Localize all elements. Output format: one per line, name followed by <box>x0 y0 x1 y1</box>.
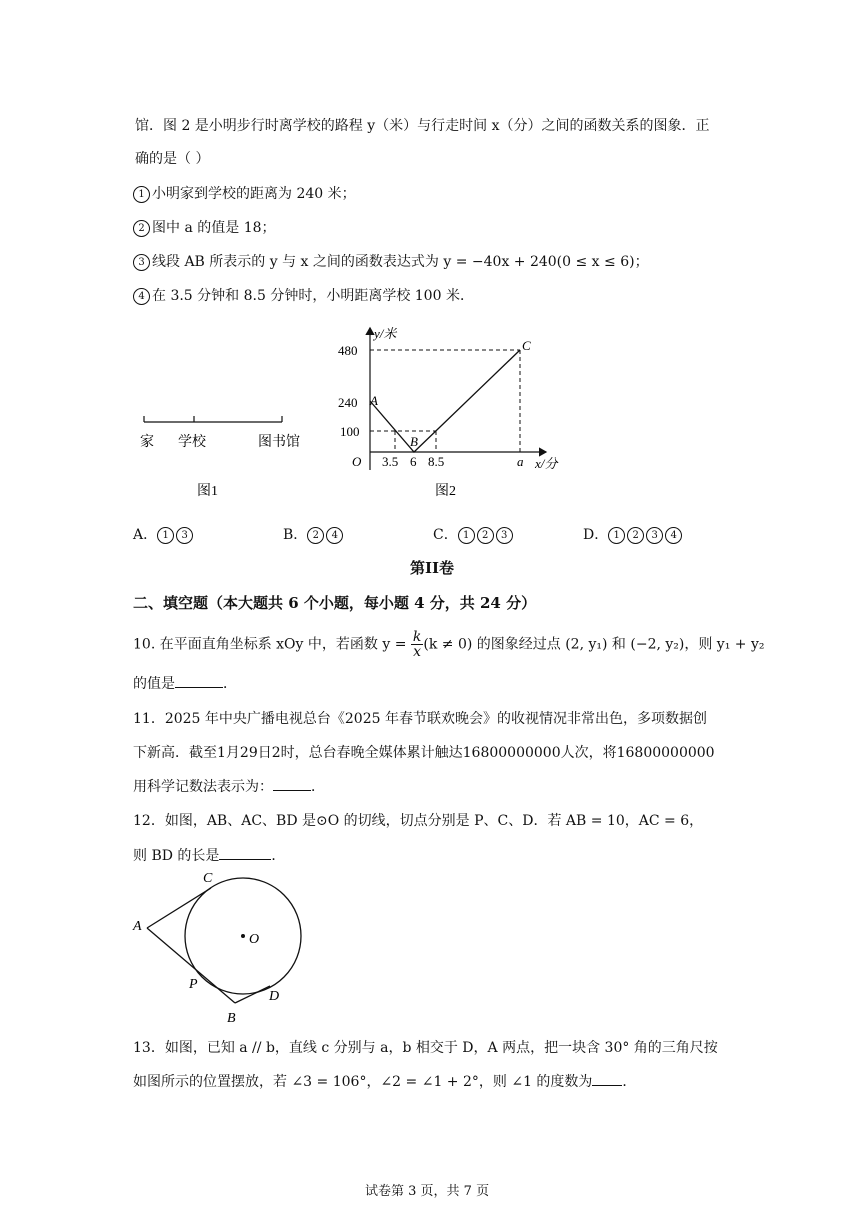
q13-line2: 如图所示的位置摆放，若 ∠3 = 106°，∠2 = ∠1 + 2°，则 ∠1 的度数为 ． <box>133 1074 637 1090</box>
q12-line1: 12．如图，AB、AC、BD 是⊙O 的切线，切点分别是 P、C、D．若 AB = 10，AC = 6， <box>133 813 704 829</box>
circled-number: 4 <box>665 527 682 544</box>
q10-line2: 的值是 ． <box>133 676 237 692</box>
point-A-label: A <box>370 393 378 408</box>
q12-tangent-figure <box>125 868 325 1028</box>
tangent-AC <box>147 888 211 928</box>
part2-heading: 二、填空题（本大题共 6 个小题，每小题 4 分，共 24 分） <box>133 594 537 612</box>
x-tick-a: a <box>517 454 524 469</box>
q9-statement-1 <box>133 183 356 203</box>
circled-number: 2 <box>627 527 644 544</box>
q11-line3: 用科学记数法表示为： ． <box>133 779 325 795</box>
option-letter: D． <box>583 527 609 543</box>
figure-2-caption: 图2 <box>435 484 456 499</box>
label-school: 学校 <box>178 435 206 450</box>
q10-suffix: (k ≠ 0) 的图象经过点 (2, y₁) 和 (−2, y₂)，则 y₁ + y₂ <box>423 636 765 653</box>
circled-number: 3 <box>176 527 193 544</box>
answer-blank[interactable] <box>175 687 223 688</box>
center-point <box>241 934 245 938</box>
x-axis-label: x/分 <box>535 456 558 471</box>
label-C: C <box>203 871 213 886</box>
option-letter: B． <box>283 527 308 543</box>
label-A: A <box>133 919 142 934</box>
figure-1-caption: 图1 <box>197 484 218 499</box>
graph-polyline <box>370 350 520 452</box>
answer-blank[interactable] <box>219 859 271 860</box>
q9-option-c <box>433 524 515 544</box>
page-footer: 试卷第 3 页，共 7 页 <box>365 1184 490 1199</box>
label-B: B <box>227 1011 236 1026</box>
circled-number: 3 <box>646 527 663 544</box>
circled-number: 2 <box>307 527 324 544</box>
q9-statement-4 <box>133 285 474 305</box>
label-D: D <box>269 989 280 1004</box>
q9-option-a <box>133 524 195 544</box>
circled-number: 3 <box>496 527 513 544</box>
circled-number: 1 <box>608 527 625 544</box>
circled-number: 4 <box>326 527 343 544</box>
y-tick-480: 480 <box>338 343 358 358</box>
circled-number: 4 <box>133 288 150 305</box>
q9-option-b <box>283 524 345 544</box>
q13-line1: 13．如图，已知 a // b，直线 c 分别与 a，b 相交于 D，A 两点，把一块含 30° 角的三角尺按 <box>133 1040 718 1056</box>
y-tick-240: 240 <box>338 395 358 410</box>
x-tick-6: 6 <box>410 454 417 469</box>
label-home: 家 <box>140 435 154 450</box>
fraction-k-over-x: $\frac{k}{x}$ <box>412 629 422 660</box>
option-letter: C． <box>433 527 458 543</box>
y-axis-label: y/米 <box>374 326 397 341</box>
statement-text: 小明家到学校的距离为 240 米； <box>152 186 356 202</box>
q9-statement-3 <box>133 251 649 271</box>
circled-number: 1 <box>157 527 174 544</box>
y-tick-100: 100 <box>340 424 360 439</box>
x-tick-8-5: 8.5 <box>428 454 445 469</box>
label-O: O <box>249 932 260 947</box>
point-C-label: C <box>522 338 531 353</box>
circled-number: 2 <box>477 527 494 544</box>
figure-2-graph <box>330 320 570 510</box>
circled-number: 1 <box>458 527 475 544</box>
answer-blank[interactable] <box>273 790 311 791</box>
section-title: 第II卷 <box>410 559 455 577</box>
label-P: P <box>189 977 198 992</box>
q10-prefix: 10. 在平面直角坐标系 xOy 中，若函数 y = <box>133 636 411 653</box>
circled-number: 2 <box>133 220 150 237</box>
q11-line2: 下新高．截至1月29日2时，总台春晚全媒体累计触达16800000000人次，将16800000000 <box>133 745 715 761</box>
statement-text: 图中 a 的值是 18； <box>152 220 276 236</box>
origin-label: O <box>352 454 362 469</box>
label-library: 图书馆 <box>258 435 300 450</box>
q9-stem-line1: 馆．图 2 是小明步行时离学校的路程 y（米）与行走时间 x（分）之间的函数关系的图象．正 <box>135 118 710 134</box>
x-tick-3-5: 3.5 <box>382 454 399 469</box>
point-B-label: B <box>410 434 418 449</box>
q10-line1 <box>133 630 764 659</box>
q11-line1: 11．2025 年中央广播电视总台《2025 年春节联欢晚会》的收视情况非常出色，多项数据创 <box>133 711 707 727</box>
q9-option-d <box>583 524 684 544</box>
q9-stem-line2: 确的是（ ） <box>135 151 210 167</box>
q12-line2: 则 BD 的长是 ． <box>133 848 286 864</box>
q9-statement-2 <box>133 217 276 237</box>
circled-number: 1 <box>133 186 150 203</box>
answer-blank[interactable] <box>592 1085 622 1086</box>
circled-number: 3 <box>133 254 150 271</box>
statement-text: 线段 AB 所表示的 y 与 x 之间的函数表达式为 y = −40x + 240(0 ≤ x ≤ 6)； <box>152 254 649 270</box>
statement-text: 在 3.5 分钟和 8.5 分钟时，小明距离学校 100 米． <box>152 288 474 304</box>
figure-1 <box>130 410 310 500</box>
option-letter: A． <box>133 527 158 543</box>
